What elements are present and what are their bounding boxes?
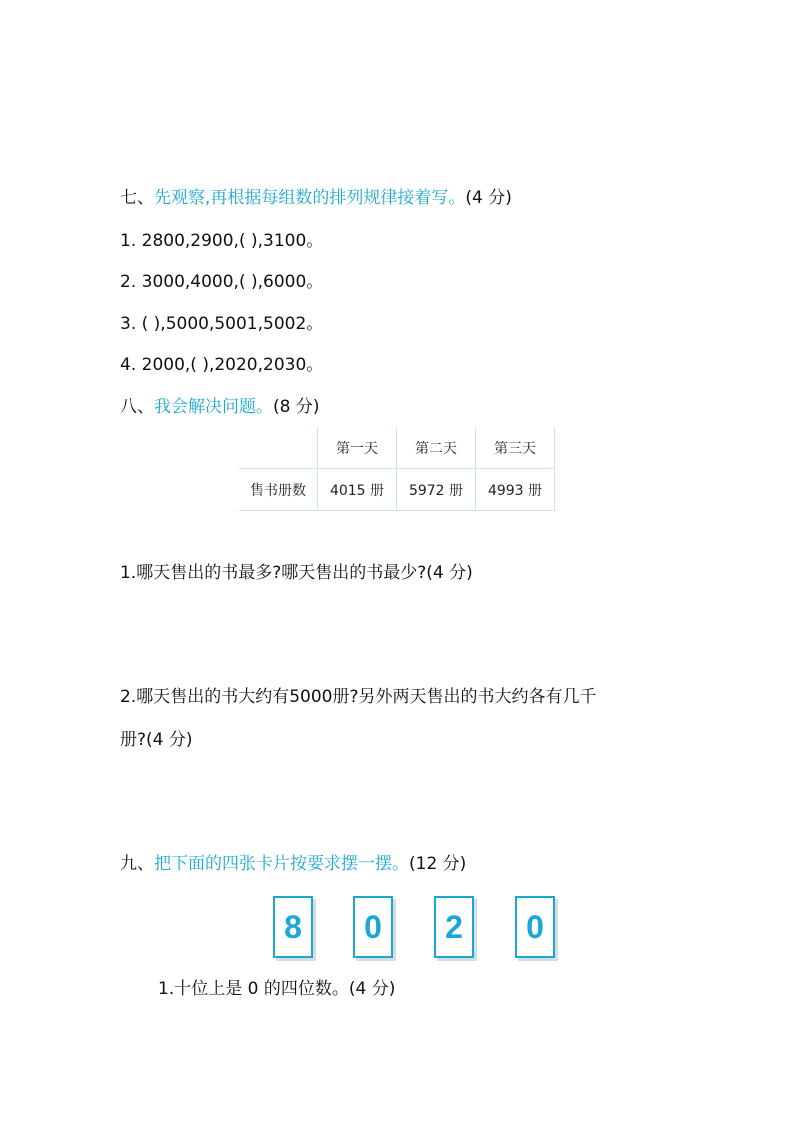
sequence-item-3: 3. ( ),5000,5001,5002。 — [120, 314, 324, 334]
digit-card: 2 — [434, 896, 474, 958]
sequence-item-2: 2. 3000,4000,( ),6000。 — [120, 272, 324, 292]
sequence-item-4: 4. 2000,( ),2020,2030。 — [120, 355, 324, 375]
section9-question-1: 1.十位上是 0 的四位数。(4 分) — [158, 979, 396, 999]
digit-card: 0 — [515, 896, 555, 958]
section8-score: (8 分) — [273, 397, 320, 417]
digit-cards — [0, 896, 794, 960]
table-header-row — [239, 427, 555, 469]
table-header-cell: 第一天 — [318, 427, 397, 469]
table-cell: 4015 册 — [318, 469, 397, 511]
section8-question-2-line2: 册?(4 分) — [120, 730, 193, 750]
section9-number: 九、 — [120, 854, 154, 874]
section8-question-2-line1: 2.哪天售出的书大约有5000册?另外两天售出的书大约各有几千 — [120, 687, 597, 707]
section9-title — [120, 853, 466, 875]
section7-instruction: 先观察,再根据每组数的排列规律接着写。 — [154, 188, 466, 208]
section7-number: 七、 — [120, 188, 154, 208]
table-cell: 5972 册 — [397, 469, 476, 511]
section8-question-1: 1.哪天售出的书最多?哪天售出的书最少?(4 分) — [120, 563, 473, 583]
table-row — [239, 469, 555, 511]
section8-instruction: 我会解决问题。 — [154, 397, 273, 417]
table-header-cell: 第二天 — [397, 427, 476, 469]
book-sales-table — [239, 427, 555, 511]
table-header-cell — [239, 427, 318, 469]
sequence-item-1: 1. 2800,2900,( ),3100。 — [120, 231, 324, 251]
section8-number: 八、 — [120, 397, 154, 417]
section9-score: (12 分) — [409, 854, 467, 874]
digit-card: 0 — [353, 896, 393, 958]
table-cell: 4993 册 — [476, 469, 555, 511]
section7-score: (4 分) — [465, 188, 512, 208]
digit-card: 8 — [273, 896, 313, 958]
section9-instruction: 把下面的四张卡片按要求摆一摆。 — [154, 854, 409, 874]
table-row-label: 售书册数 — [239, 469, 318, 511]
section8-title — [120, 396, 319, 418]
table-header-cell: 第三天 — [476, 427, 555, 469]
section7-title — [120, 187, 512, 209]
